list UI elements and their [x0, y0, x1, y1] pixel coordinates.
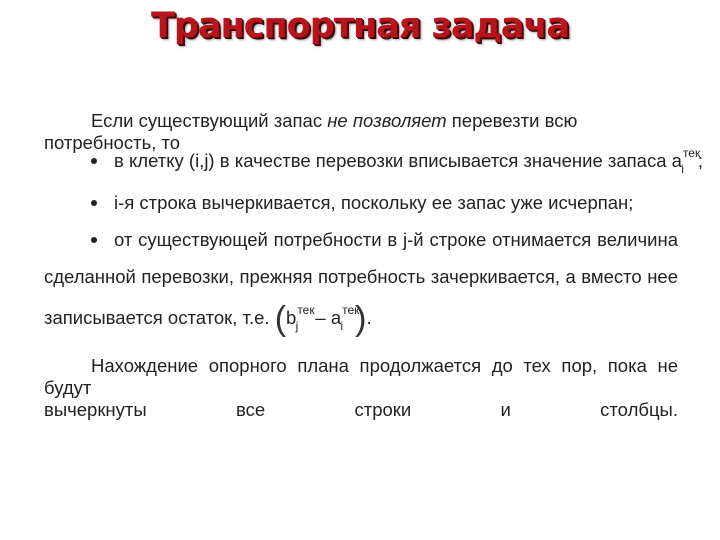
intro-text-start: Если существующий запас — [91, 110, 328, 131]
intro-text-end: перевезти всю потребность, то — [44, 110, 578, 153]
bullet-item-3 — [84, 229, 678, 251]
closing-line-1: Нахождение опорного плана продолжается до тех пор, пока не будут — [44, 355, 678, 398]
bullet-item-1 — [114, 146, 708, 176]
formula-b: b — [286, 307, 297, 329]
bullet-1-superscript: тек — [682, 146, 701, 160]
bullet-dot-icon — [91, 158, 97, 164]
bullet-dot-icon — [91, 237, 97, 243]
formula-minus-a: – a — [310, 307, 342, 329]
bullet-3-prefix: записывается остаток, т.е. — [44, 307, 270, 328]
formula-b-superscript: тек — [297, 303, 315, 318]
closing-paragraph — [44, 355, 678, 421]
closing-line-2: вычеркнуты все строки и столбцы. — [44, 399, 678, 420]
intro-paragraph — [44, 110, 678, 154]
residual-formula — [274, 300, 367, 339]
bullet-3-end: . — [366, 307, 372, 328]
bullet-3-line-1: от существующей потребности в j-й строке отнимается величина — [114, 229, 678, 250]
left-paren: ( — [274, 300, 287, 339]
bullet-dot-icon — [91, 200, 97, 206]
intro-text-emphasis: не позволяет — [327, 110, 447, 131]
bullet-1-end: ; — [697, 150, 704, 171]
bullet-1-text: в клетку (i,j) в качестве перевозки вписывается значение запаса a — [114, 150, 682, 171]
bullet-2-text: i-я строка вычеркивается, поскольку ее запас уже исчерпан; — [114, 192, 634, 213]
formula-a-superscript: тек — [342, 303, 360, 318]
right-paren: ) — [355, 300, 367, 339]
bullet-item-2 — [114, 192, 708, 214]
slide-title: Транспортная задача — [151, 6, 569, 46]
bullet-3-line-2: сделанной перевозки, прежняя потребность зачеркивается, а вместо нее — [44, 266, 678, 287]
formula-b-subscript: j — [295, 319, 299, 334]
bullet-3-line-3 — [44, 300, 372, 339]
bullet-1-subscript: i — [681, 162, 684, 176]
formula-a-subscript: i — [340, 319, 344, 334]
